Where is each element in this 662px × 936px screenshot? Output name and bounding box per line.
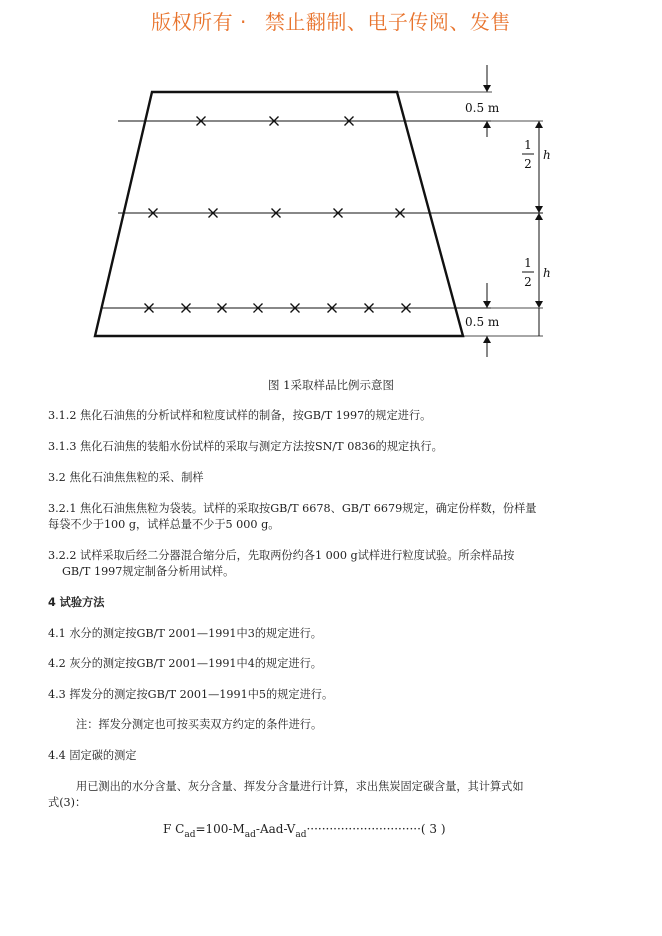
para-3-2-1-line1: 3.2.1 焦化石油焦焦粒为袋装。试样的采取按GB/T 6678、GB/T 6679规定，确定份样数，份样量 — [48, 502, 537, 515]
arrow-down-icon — [483, 301, 491, 308]
watermark-part1: 版权所有 · — [151, 10, 247, 34]
para-4-3: 4.3 挥发分的测定按GB/T 2001—1991中5的规定进行。 — [48, 688, 334, 701]
formula-mid: -Aad-V — [255, 822, 296, 836]
arrow-up-icon — [483, 336, 491, 343]
para-3-1-3: 3.1.3 焦化石油焦的装船水份试样的采取与测定方法按SN/T 0836的规定执行。 — [48, 440, 443, 453]
formula-m-sub: ad — [244, 830, 256, 840]
para-3-2-2-line1: 3.2.2 试样采取后经二分器混合缩分后，先取两份约各1 000 g试样进行粒度试验。所余样品按 — [48, 549, 515, 562]
sample-marks — [145, 117, 411, 313]
formula-lhs-sub: ad — [184, 830, 196, 840]
note: 注：挥发分测定也可按买卖双方约定的条件进行。 — [76, 718, 323, 731]
fraction-lower-den: 2 — [524, 275, 532, 289]
fraction-upper-var: h — [543, 148, 551, 162]
sampling-diagram — [0, 55, 662, 365]
fraction-lower-num: 1 — [524, 256, 532, 270]
arrow-down-icon — [535, 206, 543, 213]
para-3-1-2: 3.1.2 焦化石油焦的分析试样和粒度试样的制备，按GB/T 1997的规定进行。 — [48, 409, 432, 422]
para-4-2: 4.2 灰分的测定按GB/T 2001—1991中4的规定进行。 — [48, 657, 322, 670]
arrow-down-icon — [483, 85, 491, 92]
watermark — [0, 6, 662, 35]
heading-4: 4 试验方法 — [48, 596, 105, 609]
arrow-down-icon — [535, 301, 543, 308]
para-3-2-2-line2: GB/T 1997规定制备分析用试样。 — [62, 565, 235, 578]
para-4-1: 4.1 水分的测定按GB/T 2001—1991中3的规定进行。 — [48, 627, 322, 640]
watermark-part2: 禁止翻制、电子传阅、发售 — [264, 10, 511, 34]
formula-3 — [163, 822, 446, 840]
formula-lhs: F C — [163, 822, 185, 836]
figure-caption: 图 1采取样品比例示意图 — [268, 378, 394, 392]
formula-v-sub: ad — [295, 830, 307, 840]
heap-outline — [95, 92, 463, 336]
arrow-up-icon — [483, 121, 491, 128]
fraction-upper-den: 2 — [524, 157, 532, 171]
para-3-2-1-line2: 每袋不少于100 g，试样总量不少于5 000 g。 — [48, 518, 280, 531]
formula-eq: =100-M — [195, 822, 245, 836]
formula-number: ( 3 ) — [420, 822, 446, 836]
arrow-up-icon — [535, 213, 543, 220]
arrow-up-icon — [535, 121, 543, 128]
fraction-upper-num: 1 — [524, 138, 532, 152]
label-top-half-meter: 0.5 m — [465, 101, 500, 115]
fraction-lower-var: h — [543, 266, 551, 280]
heading-4-4: 4.4 固定碳的测定 — [48, 749, 137, 762]
heading-3-2: 3.2 焦化石油焦焦粒的采、制样 — [48, 471, 204, 484]
formula-dots: ······························ — [306, 822, 421, 836]
label-bottom-half-meter: 0.5 m — [465, 315, 500, 329]
para-4-4-line2: 式(3)： — [48, 796, 87, 809]
para-4-4-line1: 用已测出的水分含量、灰分含量、挥发分含量进行计算，求出焦炭固定碳含量，其计算式如 — [76, 780, 524, 793]
